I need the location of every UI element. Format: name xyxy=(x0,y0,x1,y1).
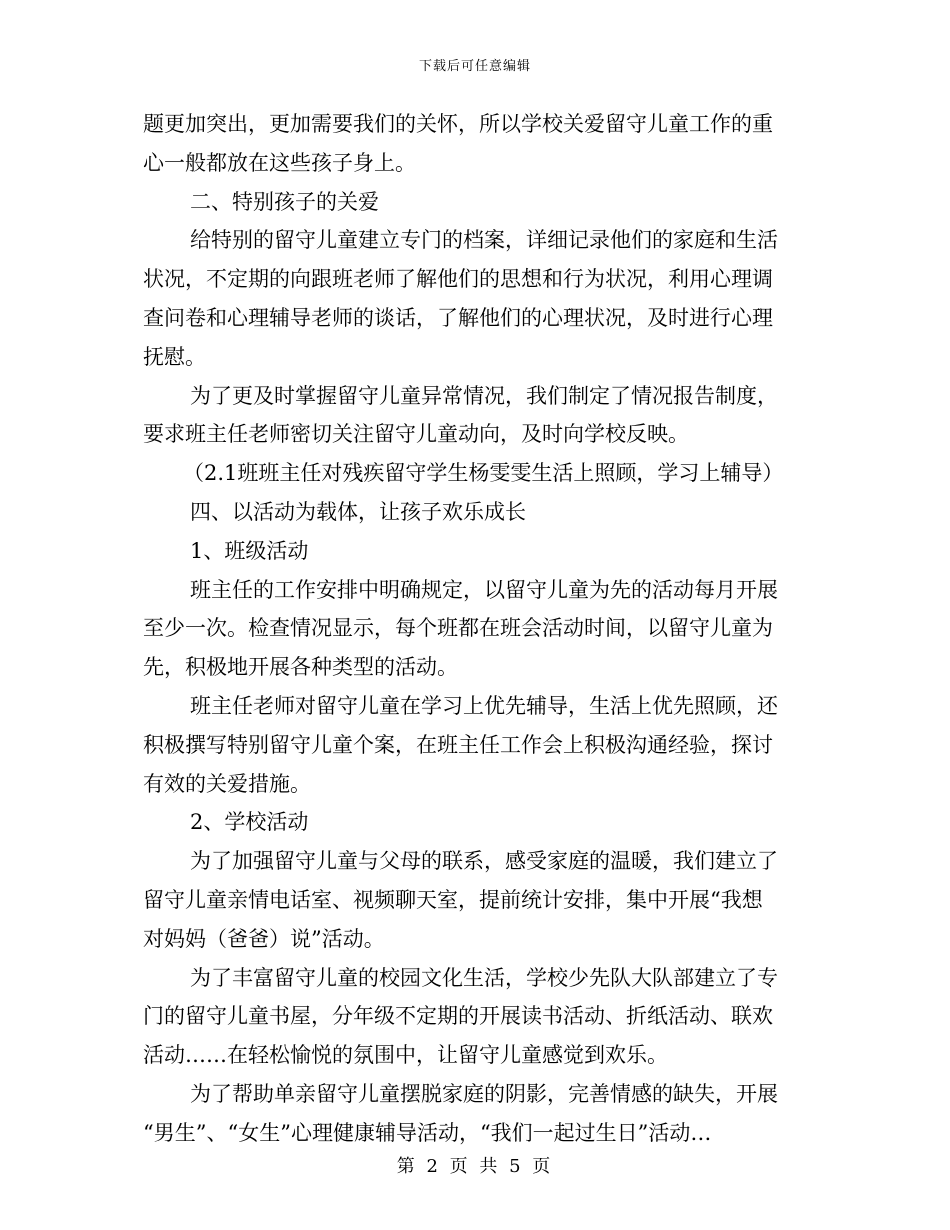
document-body xyxy=(143,105,808,1153)
text-line: 班主任老师对留守儿童在学习上优先辅导，生活上优先照顾，还 xyxy=(190,693,778,718)
text-line: 班主任的工作安排中明确规定，以留守儿童为先的活动每月开展 xyxy=(190,577,778,602)
text-line: 对妈妈（爸爸）说”活动。 xyxy=(143,926,385,951)
text-line: 活动……在轻松愉悦的氛围中，让留守儿童感觉到欢乐。 xyxy=(143,1043,668,1068)
text-line: 为了更及时掌握留守儿童异常情况，我们制定了情况报告制度， xyxy=(190,383,778,408)
text-line: 积极撰写特别留守儿童个案，在班主任工作会上积极沟通经验，探讨 xyxy=(143,732,773,757)
text-line: 查问卷和心理辅导老师的谈话，了解他们的心理状况，及时进行心理 xyxy=(143,305,773,330)
page-header: 下载后可任意编辑 xyxy=(418,59,531,74)
text-line: 留守儿童亲情电话室、视频聊天室，提前统计安排，集中开展“我想 xyxy=(143,887,763,912)
text-line: 至少一次。检查情况显示，每个班都在班会活动时间，以留守儿童为 xyxy=(143,616,773,641)
subsection-heading: 1、班级活动 xyxy=(190,538,309,563)
subsection-heading: 2、学校活动 xyxy=(190,810,309,835)
text-line: 给特别的留守儿童建立专门的档案，详细记录他们的家庭和生活 xyxy=(190,228,778,253)
text-line: 为了丰富留守儿童的校园文化生活，学校少先队大队部建立了专 xyxy=(190,965,778,990)
text-line: 心一般都放在这些孩子身上。 xyxy=(143,150,416,175)
text-line: “男生”、“女生”心理健康辅导活动，“我们一起过生日”活动… xyxy=(143,1120,712,1145)
text-line: （2.1班班主任对残疾留守学生杨雯雯生活上照顾，学习上辅导） xyxy=(183,461,784,486)
text-line: 门的留守儿童书屋，分年级不定期的开展读书活动、折纸活动、联欢 xyxy=(143,1004,773,1029)
text-line: 要求班主任老师密切关注留守儿童动向，及时向学校反映。 xyxy=(143,422,689,447)
text-line: 题更加突出，更加需要我们的关怀，所以学校关爱留守儿童工作的重 xyxy=(143,112,773,136)
text-line: 为了加强留守儿童与父母的联系，感受家庭的温暖，我们建立了 xyxy=(190,849,778,874)
text-line: 为了帮助单亲留守儿童摆脱家庭的阴影，完善情感的缺失，开展 xyxy=(190,1081,778,1106)
text-line: 先，积极地开展各种类型的活动。 xyxy=(143,655,458,680)
page-number-footer: 第 2 页 共 5 页 xyxy=(396,1156,554,1177)
text-line: 抚慰。 xyxy=(143,344,206,369)
section-heading: 四、以活动为载体，让孩子欢乐成长 xyxy=(190,499,526,524)
section-heading: 二、特别孩子的关爱 xyxy=(190,189,379,214)
text-line: 有效的关爱措施。 xyxy=(143,771,311,796)
text-line: 状况，不定期的向跟班老师了解他们的思想和行为状况，利用心理调 xyxy=(143,267,773,292)
